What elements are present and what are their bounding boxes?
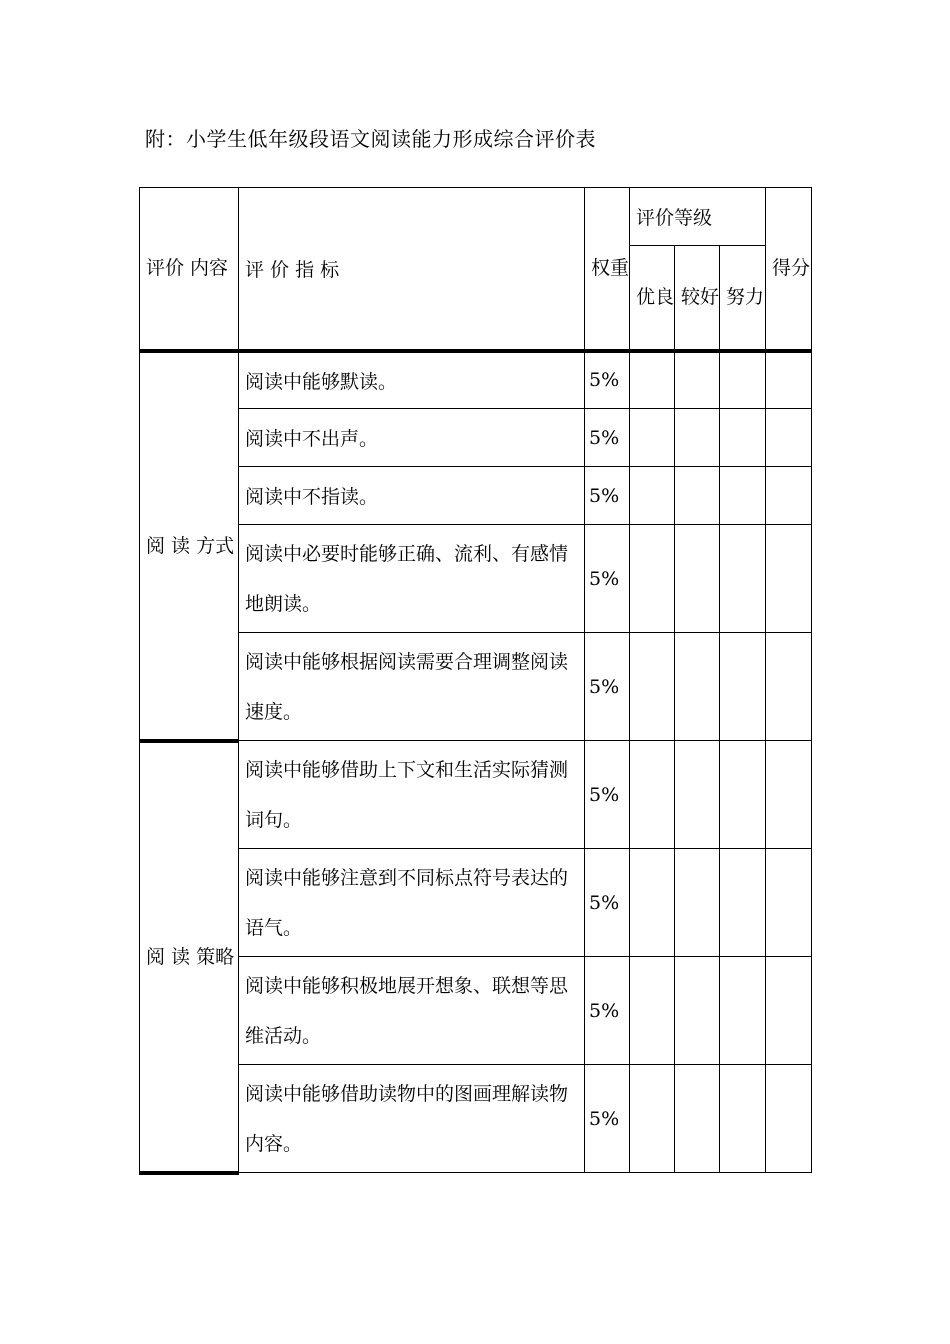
table-row — [140, 525, 812, 633]
table-row — [140, 351, 812, 409]
score-cell — [766, 741, 812, 849]
page-title: 附：小学生低年级段语文阅读能力形成综合评价表 — [145, 127, 596, 151]
header-weight: 权重 — [585, 188, 630, 351]
good-cell — [675, 741, 720, 849]
header-indicator: 评 价 指 标 — [239, 188, 585, 351]
weight-cell: 5% — [585, 633, 630, 741]
effort-cell — [720, 741, 766, 849]
effort-cell — [720, 467, 766, 525]
header-row-1 — [140, 188, 812, 246]
good-cell — [675, 1065, 720, 1173]
effort-cell — [720, 1065, 766, 1173]
score-cell — [766, 409, 812, 467]
table-row — [140, 741, 812, 849]
header-good: 较好 — [675, 246, 720, 351]
category-reading-strategy: 阅 读 策略 — [140, 741, 239, 1173]
good-cell — [675, 849, 720, 957]
excellent-cell — [630, 467, 675, 525]
score-cell — [766, 467, 812, 525]
good-cell — [675, 957, 720, 1065]
indicator-cell: 阅读中能够积极地展开想象、联想等思维活动。 — [239, 957, 585, 1065]
effort-cell — [720, 849, 766, 957]
good-cell — [675, 351, 720, 409]
indicator-cell: 阅读中能够默读。 — [239, 351, 585, 409]
good-cell — [675, 633, 720, 741]
excellent-cell — [630, 957, 675, 1065]
weight-cell: 5% — [585, 741, 630, 849]
score-cell — [766, 1065, 812, 1173]
score-cell — [766, 351, 812, 409]
weight-cell: 5% — [585, 525, 630, 633]
indicator-cell: 阅读中能够借助上下文和生活实际猜测词句。 — [239, 741, 585, 849]
weight-cell: 5% — [585, 409, 630, 467]
effort-cell — [720, 633, 766, 741]
indicator-cell: 阅读中能够借助读物中的图画理解读物内容。 — [239, 1065, 585, 1173]
weight-cell: 5% — [585, 351, 630, 409]
score-cell — [766, 525, 812, 633]
excellent-cell — [630, 1065, 675, 1173]
indicator-cell: 阅读中不出声。 — [239, 409, 585, 467]
effort-cell — [720, 409, 766, 467]
category-reading-method: 阅 读 方式 — [140, 351, 239, 741]
score-cell — [766, 633, 812, 741]
weight-cell: 5% — [585, 1065, 630, 1173]
excellent-cell — [630, 741, 675, 849]
effort-cell — [720, 957, 766, 1065]
indicator-cell: 阅读中必要时能够正确、流利、有感情地朗读。 — [239, 525, 585, 633]
excellent-cell — [630, 849, 675, 957]
effort-cell — [720, 351, 766, 409]
header-excellent: 优良 — [630, 246, 675, 351]
table-row — [140, 633, 812, 741]
header-score: 得分 — [766, 188, 812, 351]
header-level: 评价等级 — [630, 188, 766, 246]
good-cell — [675, 525, 720, 633]
weight-cell: 5% — [585, 849, 630, 957]
indicator-cell: 阅读中能够根据阅读需要合理调整阅读速度。 — [239, 633, 585, 741]
excellent-cell — [630, 633, 675, 741]
excellent-cell — [630, 409, 675, 467]
table-row — [140, 849, 812, 957]
table-row — [140, 957, 812, 1065]
effort-cell — [720, 525, 766, 633]
evaluation-table — [139, 187, 812, 1175]
table-row — [140, 1065, 812, 1173]
weight-cell: 5% — [585, 467, 630, 525]
table-row — [140, 467, 812, 525]
score-cell — [766, 957, 812, 1065]
header-content: 评价 内容 — [140, 188, 239, 351]
good-cell — [675, 409, 720, 467]
indicator-cell: 阅读中不指读。 — [239, 467, 585, 525]
score-cell — [766, 849, 812, 957]
excellent-cell — [630, 351, 675, 409]
weight-cell: 5% — [585, 957, 630, 1065]
table-row — [140, 409, 812, 467]
good-cell — [675, 467, 720, 525]
indicator-cell: 阅读中能够注意到不同标点符号表达的语气。 — [239, 849, 585, 957]
excellent-cell — [630, 525, 675, 633]
header-effort: 努力 — [720, 246, 766, 351]
